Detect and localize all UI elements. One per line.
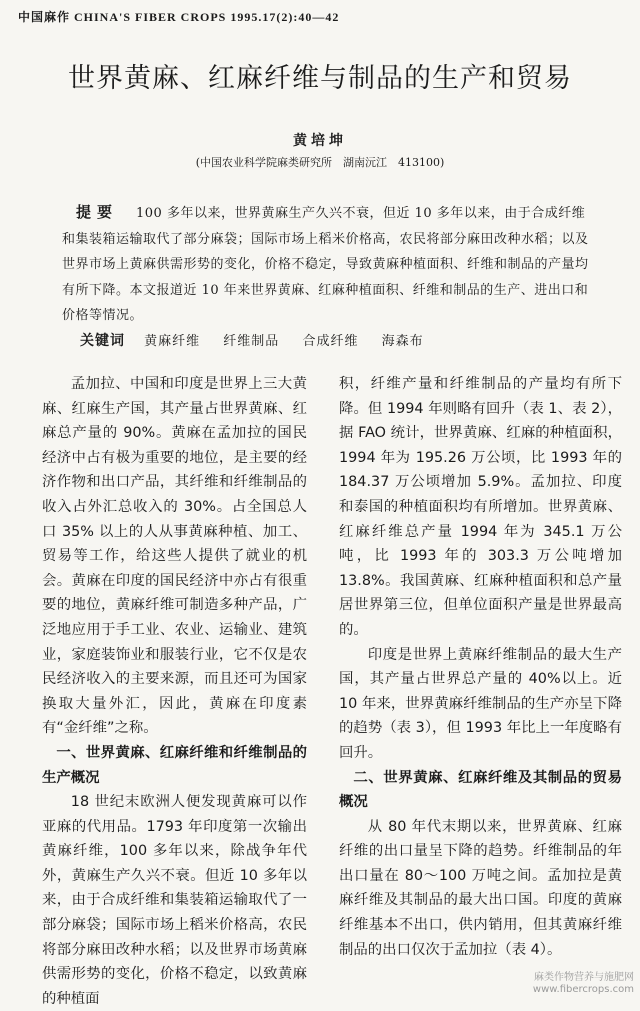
watermark xyxy=(533,972,634,996)
keywords-label: 关键词 xyxy=(80,333,125,349)
keyword: 纤维制品 xyxy=(223,334,280,349)
keyword: 黄麻纤维 xyxy=(144,334,201,349)
abstract-text: 100 多年以来，世界黄麻生产久兴不衰，但近 10 多年以来，由于合成纤维和集装箱运输取代了部分麻袋；国际市场上稻米价格高，农民将部分麻田改种水稻；以及世界市场上黄麻供需形势的变化，价格不稳定，导致黄麻种植面积、纤维和制品的产量均有所下降。本文报道近 10 年来世界黄麻、红麻种植面积、纤维和制品的生产、进出口和价格等情况。 xyxy=(62,206,589,324)
abstract xyxy=(62,200,598,329)
author: 黄培坤 xyxy=(293,133,347,149)
affiliation: (中国农业科学院麻类研究所 湖南沅江 413100) xyxy=(195,156,445,169)
keyword: 海森布 xyxy=(381,334,424,349)
watermark-name: 麻类作物营养与施肥网 xyxy=(534,972,634,983)
article-title: 世界黄麻、红麻纤维与制品的生产和贸易 xyxy=(68,63,572,94)
watermark-url: www.fibercrops.com xyxy=(532,984,634,995)
paragraph: 18 世纪末欧洲人便发现黄麻可以作亚麻的代用品。1793 年印度第一次输出黄麻纤维，100 多年以来，除战争年代外，黄麻生产久兴不衰。但近 10 多年以来，由于合成纤维和集装箱运输取代了一部分麻袋；国际市场上稻米价格高，农民将部分麻田改种水稻；以及世界市场黄麻供需形势的变化，价格不稳定，以致黄麻的种植面 xyxy=(42,794,307,1007)
paragraph: 孟加拉、中国和印度是世界上三大黄麻、红麻生产国，其产量占世界黄麻、红麻总产量的 90%。黄麻在孟加拉的国民经济中占有极为重要的地位，是主要的经济作物和出口产品，其纤维和纤维制品的收入占外汇总收入的 30%。占全国总人口 35% 以上的人从事黄麻种植、加工、贸易等工作，给这些人提供了就业的机会。黄麻在印度的国民经济中亦占有很重要的地位，黄麻纤维可制造多种产品，广泛地应用于手工业、农业、运输业、建筑业，家庭装饰业和服装行业，它不仅是农民经济收入的主要来源，而且还可为国家换取大量外汇，因此，黄麻在印度素有“金纤维”之称。 xyxy=(42,376,307,737)
keywords xyxy=(80,330,598,350)
section-heading: 一、世界黄麻、红麻纤维和纤维制品的生产概况 xyxy=(42,744,307,786)
abstract-label: 提要 xyxy=(76,203,119,221)
journal-header: 中国麻作 CHINA'S FIBER CROPS 1995.17(2):40—42 xyxy=(18,10,340,24)
keyword: 合成纤维 xyxy=(302,334,359,349)
paragraph: 印度是世界上黄麻纤维制品的最大生产国，其产量占世界总产量的 40%以上。近 10 年来，世界黄麻纤维制品的生产亦呈下降的趋势（表 3），但 1993 年比上一年度略有回升。 xyxy=(339,646,622,761)
right-column xyxy=(339,372,622,962)
left-column xyxy=(42,372,307,1011)
section-heading: 二、世界黄麻、红麻纤维及其制品的贸易概况 xyxy=(339,769,622,811)
paragraph: 积，纤维产量和纤维制品的产量均有所下降。但 1994 年则略有回升（表 1、表 2），据 FAO 统计，世界黄麻、红麻的种植面积，1994 年为 195.26 万公顷，比 1993 年的 184.37 万公顷增加 5.9%。孟加拉、印度和泰国的种植面积均有所增加。世界黄麻、红麻纤维总产量 1994 年为 345.1 万公吨，比 1993 年的 303.3 万公吨增加 13.8%。我国黄麻、红麻种植面积和总产量居世界第三位，但单位面积产量是世界最高的。 xyxy=(339,376,622,638)
paragraph: 从 80 年代末期以来，世界黄麻、红麻纤维的出口量呈下降的趋势。纤维制品的年出口量在 80～100 万吨之间。孟加拉是黄麻纤维及其制品的最大出口国。印度的黄麻纤维基本不出口，供内销用，但其黄麻纤维制品的出口仅次于孟加拉（表 4）。 xyxy=(339,818,622,958)
